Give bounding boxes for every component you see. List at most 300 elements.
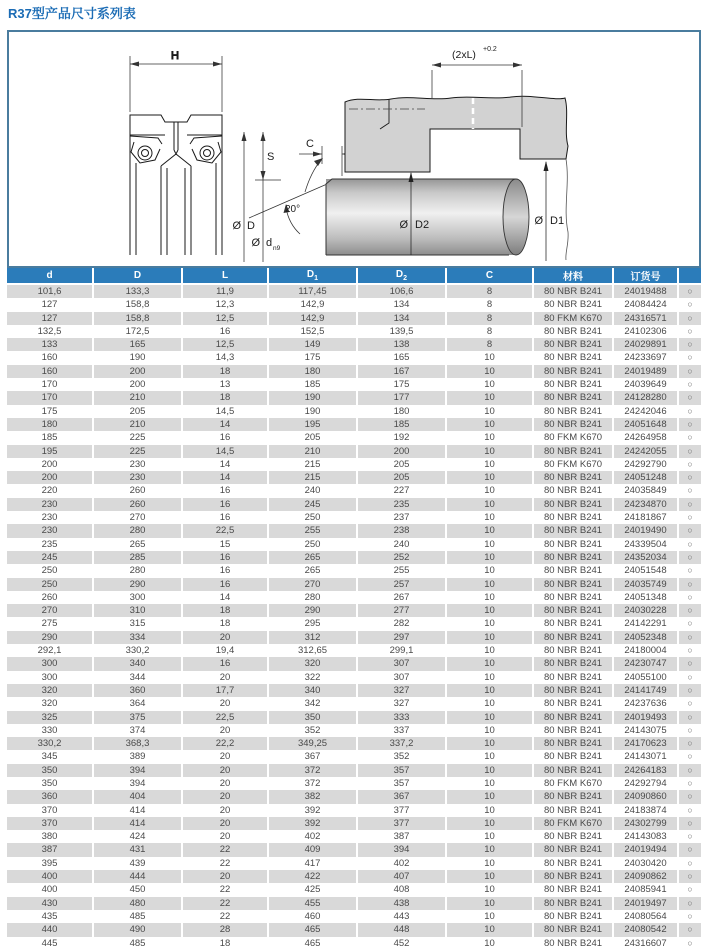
table-row <box>7 631 701 644</box>
cell: 16 <box>182 564 268 577</box>
cell: 10 <box>446 883 533 896</box>
cell: 389 <box>93 750 182 763</box>
cell: 80 NBR B241 <box>533 737 613 750</box>
cell: 320 <box>7 684 93 697</box>
cell: 10 <box>446 671 533 684</box>
cell: 80 NBR B241 <box>533 910 613 923</box>
cell: 430 <box>7 897 93 910</box>
table-row <box>7 391 701 404</box>
cell: 10 <box>446 378 533 391</box>
cell: 265 <box>93 538 182 551</box>
cell: 280 <box>268 591 357 604</box>
cell: 270 <box>93 511 182 524</box>
cell: 80 NBR B241 <box>533 764 613 777</box>
availability-marker: ○ <box>678 378 701 391</box>
table-row <box>7 750 701 763</box>
cell: 325 <box>7 711 93 724</box>
availability-marker: ○ <box>678 458 701 471</box>
cell: 10 <box>446 405 533 418</box>
cell: 24143075 <box>613 724 678 737</box>
cell: 80 NBR B241 <box>533 671 613 684</box>
cell: 24102306 <box>613 325 678 338</box>
table-row <box>7 418 701 431</box>
column-header-D: $D_2$ <box>357 268 446 284</box>
availability-marker: ○ <box>678 405 701 418</box>
table-row <box>7 764 701 777</box>
cell: 192 <box>357 431 446 444</box>
cell: 10 <box>446 737 533 750</box>
cell: 265 <box>268 551 357 564</box>
cell: 20 <box>182 750 268 763</box>
cell: 133,3 <box>93 284 182 298</box>
cell: 142,9 <box>268 312 357 325</box>
cell: 24237636 <box>613 697 678 710</box>
cell: 10 <box>446 910 533 923</box>
cell: 330,2 <box>7 737 93 750</box>
cell: 22,5 <box>182 711 268 724</box>
table-row <box>7 524 701 537</box>
cell: 80 NBR B241 <box>533 750 613 763</box>
table-row <box>7 777 701 790</box>
cell: 350 <box>7 764 93 777</box>
cell: 190 <box>268 405 357 418</box>
label-dia-D2-sign: Ø <box>399 219 408 231</box>
cell: 24142291 <box>613 617 678 630</box>
cell: 368,3 <box>93 737 182 750</box>
cell: 455 <box>268 897 357 910</box>
cell: 172,5 <box>93 325 182 338</box>
cell: 170 <box>7 378 93 391</box>
cell: 132,5 <box>7 325 93 338</box>
cell: 407 <box>357 870 446 883</box>
cell: 10 <box>446 857 533 870</box>
cell: 24051348 <box>613 591 678 604</box>
cell: 19,4 <box>182 644 268 657</box>
cell: 195 <box>268 418 357 431</box>
cell: 80 NBR B241 <box>533 617 613 630</box>
table-row <box>7 351 701 364</box>
table-row <box>7 644 701 657</box>
cell: 307 <box>357 657 446 670</box>
column-header-C: C <box>446 268 533 284</box>
cell: 200 <box>93 378 182 391</box>
cell: 352 <box>268 724 357 737</box>
cell: 22,5 <box>182 524 268 537</box>
cell: 290 <box>93 578 182 591</box>
cell: 16 <box>182 551 268 564</box>
cell: 230 <box>7 498 93 511</box>
cell: 10 <box>446 830 533 843</box>
cell: 10 <box>446 817 533 830</box>
cell: 337 <box>357 724 446 737</box>
table-row <box>7 431 701 444</box>
cell: 10 <box>446 923 533 936</box>
cell: 10 <box>446 777 533 790</box>
cell: 440 <box>7 923 93 936</box>
cell: 20 <box>182 671 268 684</box>
cell: 16 <box>182 511 268 524</box>
cell: 80 NBR B241 <box>533 551 613 564</box>
cell: 24128280 <box>613 391 678 404</box>
table-row <box>7 883 701 896</box>
cell: 300 <box>7 671 93 684</box>
cell: 139,5 <box>357 325 446 338</box>
cell: 357 <box>357 764 446 777</box>
cell: 10 <box>446 711 533 724</box>
cell: 252 <box>357 551 446 564</box>
cell: 190 <box>93 351 182 364</box>
cell: 431 <box>93 843 182 856</box>
availability-marker: ○ <box>678 671 701 684</box>
table-row <box>7 538 701 551</box>
table-row <box>7 551 701 564</box>
cell: 185 <box>268 378 357 391</box>
cell: 10 <box>446 644 533 657</box>
cell: 364 <box>93 697 182 710</box>
table-row <box>7 284 701 298</box>
cell: 80 NBR B241 <box>533 657 613 670</box>
cell: 312,65 <box>268 644 357 657</box>
cell: 24019497 <box>613 897 678 910</box>
cell: 180 <box>268 365 357 378</box>
availability-marker: ○ <box>678 631 701 644</box>
cell: 8 <box>446 298 533 311</box>
cell: 80 NBR B241 <box>533 804 613 817</box>
cell: 349,25 <box>268 737 357 750</box>
cell: 185 <box>357 418 446 431</box>
cell: 205 <box>268 431 357 444</box>
cell: 377 <box>357 817 446 830</box>
cell: 350 <box>268 711 357 724</box>
cell: 24302799 <box>613 817 678 830</box>
cell: 10 <box>446 591 533 604</box>
cell: 158,8 <box>93 312 182 325</box>
cell: 24080564 <box>613 910 678 923</box>
cell: 333 <box>357 711 446 724</box>
cell: 443 <box>357 910 446 923</box>
cell: 394 <box>93 764 182 777</box>
cell: 8 <box>446 338 533 351</box>
column-header-d: d <box>7 268 93 284</box>
table-row <box>7 578 701 591</box>
cell: 80 NBR B241 <box>533 298 613 311</box>
cell: 402 <box>268 830 357 843</box>
table-row <box>7 338 701 351</box>
availability-marker: ○ <box>678 325 701 338</box>
cell: 24180004 <box>613 644 678 657</box>
cell: 80 NBR B241 <box>533 591 613 604</box>
cell: 80 NBR B241 <box>533 405 613 418</box>
cell: 250 <box>7 578 93 591</box>
cell: 18 <box>182 604 268 617</box>
cell: 24170623 <box>613 737 678 750</box>
cell: 24019493 <box>613 711 678 724</box>
cell: 394 <box>357 843 446 856</box>
dimension-H <box>130 56 222 112</box>
cell: 138 <box>357 338 446 351</box>
seal-cross-section <box>130 50 222 255</box>
cell: 18 <box>182 391 268 404</box>
cell: 394 <box>93 777 182 790</box>
cell: 205 <box>357 471 446 484</box>
availability-marker: ○ <box>678 750 701 763</box>
cell: 20 <box>182 631 268 644</box>
cell: 409 <box>268 843 357 856</box>
table-row <box>7 817 701 830</box>
cell: 255 <box>268 524 357 537</box>
cell: 80 NBR B241 <box>533 711 613 724</box>
cell: 80 NBR B241 <box>533 471 613 484</box>
table-row <box>7 405 701 418</box>
cell: 80 NBR B241 <box>533 351 613 364</box>
housing-body <box>345 96 568 172</box>
table-row <box>7 484 701 497</box>
cell: 170 <box>7 391 93 404</box>
cell: 327 <box>357 684 446 697</box>
cell: 16 <box>182 431 268 444</box>
cell: 225 <box>93 431 182 444</box>
cell: 24316571 <box>613 312 678 325</box>
cell: 10 <box>446 843 533 856</box>
cell: 24030228 <box>613 604 678 617</box>
cell: 372 <box>268 764 357 777</box>
cell: 414 <box>93 804 182 817</box>
cell: 408 <box>357 883 446 896</box>
cell: 24264183 <box>613 764 678 777</box>
cell: 300 <box>93 591 182 604</box>
cell: 180 <box>357 405 446 418</box>
cell: 24292790 <box>613 458 678 471</box>
cell: 387 <box>357 830 446 843</box>
cell: 22 <box>182 883 268 896</box>
cell: 205 <box>93 405 182 418</box>
availability-marker: ○ <box>678 551 701 564</box>
cell: 13 <box>182 378 268 391</box>
cell: 24051648 <box>613 418 678 431</box>
cell: 200 <box>7 471 93 484</box>
cell: 270 <box>268 578 357 591</box>
cell: 14 <box>182 418 268 431</box>
cell: 10 <box>446 604 533 617</box>
cell: 20 <box>182 804 268 817</box>
cell: 465 <box>268 937 357 950</box>
cell: 195 <box>7 445 93 458</box>
cell: 200 <box>7 458 93 471</box>
cell: 24230747 <box>613 657 678 670</box>
cell: 175 <box>357 378 446 391</box>
cell: 80 FKM K670 <box>533 817 613 830</box>
column-header-L: L <box>182 268 268 284</box>
cell: 485 <box>93 910 182 923</box>
cell: 80 NBR B241 <box>533 578 613 591</box>
cell: 24141749 <box>613 684 678 697</box>
cell: 260 <box>93 484 182 497</box>
cell: 14 <box>182 471 268 484</box>
table-row <box>7 843 701 856</box>
cell: 165 <box>93 338 182 351</box>
cell: 260 <box>7 591 93 604</box>
column-header-D: D <box>93 268 182 284</box>
cell: 80 NBR B241 <box>533 883 613 896</box>
cell: 80 NBR B241 <box>533 870 613 883</box>
cell: 80 NBR B241 <box>533 284 613 298</box>
table-row <box>7 737 701 750</box>
cell: 80 FKM K670 <box>533 777 613 790</box>
availability-marker: ○ <box>678 804 701 817</box>
table-row <box>7 365 701 378</box>
cell: 158,8 <box>93 298 182 311</box>
availability-marker: ○ <box>678 418 701 431</box>
label-2xL: (2xL) <box>452 49 476 61</box>
cell: 80 NBR B241 <box>533 697 613 710</box>
cell: 24019488 <box>613 284 678 298</box>
cell: 24242055 <box>613 445 678 458</box>
cell: 127 <box>7 298 93 311</box>
cell: 80 NBR B241 <box>533 524 613 537</box>
cell: 15 <box>182 538 268 551</box>
cell: 307 <box>357 671 446 684</box>
cell: 277 <box>357 604 446 617</box>
cell: 424 <box>93 830 182 843</box>
availability-marker: ○ <box>678 737 701 750</box>
cell: 370 <box>7 804 93 817</box>
cell: 18 <box>182 937 268 950</box>
cell: 142,9 <box>268 298 357 311</box>
cell: 10 <box>446 897 533 910</box>
dimension-diagram <box>7 30 701 268</box>
cell: 382 <box>268 790 357 803</box>
cell: 360 <box>7 790 93 803</box>
cell: 10 <box>446 351 533 364</box>
cell: 165 <box>357 351 446 364</box>
cell: 240 <box>357 538 446 551</box>
cell: 400 <box>7 870 93 883</box>
cell: 20 <box>182 724 268 737</box>
cell: 10 <box>446 484 533 497</box>
cell: 80 NBR B241 <box>533 338 613 351</box>
cell: 22,2 <box>182 737 268 750</box>
cell: 10 <box>446 617 533 630</box>
cell: 210 <box>268 445 357 458</box>
cell: 14,3 <box>182 351 268 364</box>
cell: 80 NBR B241 <box>533 937 613 950</box>
cell: 10 <box>446 724 533 737</box>
cell: 255 <box>357 564 446 577</box>
cell: 149 <box>268 338 357 351</box>
availability-marker: ○ <box>678 564 701 577</box>
cell: 295 <box>268 617 357 630</box>
label-dia-d-sign: Ø <box>251 237 260 249</box>
cell: 345 <box>7 750 93 763</box>
cell: 24029891 <box>613 338 678 351</box>
cell: 227 <box>357 484 446 497</box>
cell: 152,5 <box>268 325 357 338</box>
cell: 200 <box>93 365 182 378</box>
table-row <box>7 471 701 484</box>
cell: 134 <box>357 298 446 311</box>
availability-marker: ○ <box>678 830 701 843</box>
cell: 24316607 <box>613 937 678 950</box>
cell: 439 <box>93 857 182 870</box>
cell: 392 <box>268 817 357 830</box>
cell: 10 <box>446 391 533 404</box>
cell: 14 <box>182 591 268 604</box>
cell: 80 FKM K670 <box>533 458 613 471</box>
cell: 10 <box>446 631 533 644</box>
availability-marker: ○ <box>678 857 701 870</box>
cell: 20 <box>182 830 268 843</box>
cell: 285 <box>93 551 182 564</box>
cell: 334 <box>93 631 182 644</box>
cell: 230 <box>93 471 182 484</box>
cell: 106,6 <box>357 284 446 298</box>
column-header-D: $D_1$ <box>268 268 357 284</box>
table-row <box>7 937 701 950</box>
cell: 340 <box>93 657 182 670</box>
cell: 10 <box>446 498 533 511</box>
cell: 20 <box>182 790 268 803</box>
cell: 20 <box>182 817 268 830</box>
cell: 480 <box>93 897 182 910</box>
cell: 315 <box>93 617 182 630</box>
availability-marker: ○ <box>678 684 701 697</box>
cell: 24292794 <box>613 777 678 790</box>
cell: 245 <box>268 498 357 511</box>
cell: 101,6 <box>7 284 93 298</box>
cell: 280 <box>93 564 182 577</box>
cell: 24030420 <box>613 857 678 870</box>
table-row <box>7 910 701 923</box>
table-row <box>7 564 701 577</box>
cell: 24019494 <box>613 843 678 856</box>
cell: 310 <box>93 604 182 617</box>
cell: 175 <box>7 405 93 418</box>
availability-marker: ○ <box>678 591 701 604</box>
column-header-订货号: 订货号 <box>613 268 678 284</box>
cell: 24339504 <box>613 538 678 551</box>
cell: 24055100 <box>613 671 678 684</box>
cell: 372 <box>268 777 357 790</box>
cell: 10 <box>446 445 533 458</box>
cell: 18 <box>182 365 268 378</box>
cell: 80 NBR B241 <box>533 538 613 551</box>
cell: 80 NBR B241 <box>533 631 613 644</box>
label-2xL-tol: +0.2 <box>483 46 497 53</box>
cell: 24019490 <box>613 524 678 537</box>
cell: 10 <box>446 870 533 883</box>
diagram-svg <box>9 32 699 266</box>
cell: 24051248 <box>613 471 678 484</box>
cell: 10 <box>446 764 533 777</box>
cell: 337,2 <box>357 737 446 750</box>
cell: 185 <box>7 431 93 444</box>
cell: 80 NBR B241 <box>533 511 613 524</box>
cell: 330,2 <box>93 644 182 657</box>
label-D2: D2 <box>415 219 430 231</box>
cell: 80 NBR B241 <box>533 923 613 936</box>
cell: 80 FKM K670 <box>533 431 613 444</box>
page-title: R37型产品尺寸系列表 <box>8 6 136 21</box>
cell: 14 <box>182 458 268 471</box>
table-row <box>7 711 701 724</box>
table-row <box>7 591 701 604</box>
cell: 20 <box>182 697 268 710</box>
cell: 80 NBR B241 <box>533 604 613 617</box>
cell: 395 <box>7 857 93 870</box>
cell: 24352034 <box>613 551 678 564</box>
cell: 80 NBR B241 <box>533 498 613 511</box>
cell: 350 <box>7 777 93 790</box>
